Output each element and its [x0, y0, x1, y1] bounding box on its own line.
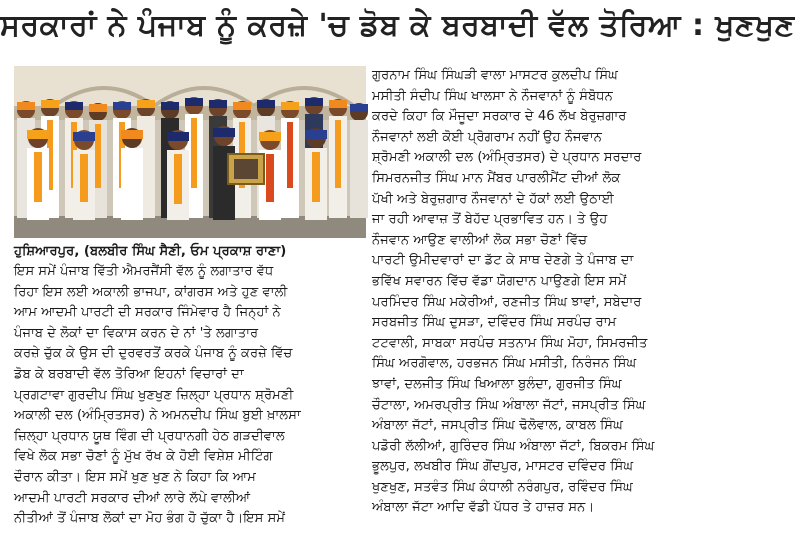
body-line: ਗੁਰਨਾਮ ਸਿੰਘ ਸਿੰਘੜੀ ਵਾਲਾ ਮਾਸਟਰ ਕੁਲਦੀਪ ਸਿੰਘ — [372, 68, 618, 83]
body-line: ਕਰਦੇ ਕਿਹਾ ਕਿ ਮੌਜੂਦਾ ਸਰਕਾਰ ਦੇ 46 ਲੱਖ ਬੇਰੁਜ਼ਗਾਰ — [372, 109, 627, 125]
body-line: ਨੀਤੀਆਂ ਤੋਂ ਪੰਜਾਬ ਲੋਕਾਂ ਦਾ ਮੋਹ ਭੰਗ ਹੋ ਚੁੱਕਾ ਹੈ।ਇਸ ਸਮੇਂ — [14, 511, 286, 527]
body-line: ਜ਼ਿਲ੍ਹਾ ਪ੍ਰਧਾਨ ਯੂਥ ਵਿੰਗ ਦੀ ਪ੍ਰਧਾਨਗੀ ਹੇਠ ਗੜਦੀਵਾਲ — [14, 428, 285, 444]
body-line: ਅੰਬਾਲਾ ਜੱਟਾਂ, ਜਸਪ੍ਰੀਤ ਸਿੰਘ ਢੋਲੋਵਾਲ, ਕਾਬਲ ਸਿੰਘ — [372, 418, 623, 434]
body-line: ਅੰਬਾਲਾ ਜੱਟਾ ਆਦਿ ਵੱਡੀ ਪੱਧਰ ਤੇ ਹਾਜ਼ਰ ਸਨ। — [372, 500, 595, 516]
body-line: ਵਿਖੇ ਲੋਕ ਸਭਾ ਚੋਣਾਂ ਨੂੰ ਮੁੱਖ ਰੱਖ ਕੇ ਹੋਈ ਵਿਸ਼ੇਸ਼ ਮੀਟਿੰਗ — [14, 449, 273, 465]
body-line: ਸ਼੍ਰੋਮਣੀ ਅਕਾਲੀ ਦਲ (ਅੰਮ੍ਰਿਤਸਰ) ਦੇ ਪ੍ਰਧਾਨ ਸਰਦਾਰ — [372, 150, 642, 166]
body-line: ਸਿੰਘ ਅਰਗੋਵਾਲ, ਹਰਭਜਨ ਸਿੰਘ ਮਸੀਤੀ, ਨਿਰੰਜਨ ਸਿੰਘ — [372, 356, 637, 372]
right-column — [372, 66, 672, 519]
body-line: ਪਰਮਿੰਦਰ ਸਿੰਘ ਮਕੇਰੀਆਂ, ਰਣਜੀਤ ਸਿੰਘ ਝਾਵਾਂ, ਸਬੇਦਾਰ — [372, 294, 642, 310]
body-line: ਇਸ ਸਮੇਂ ਪੰਜਾਬ ਵਿੱਤੀ ਐਮਰਜੈਂਸੀ ਵੱਲ ਨੂੰ ਲਗਾਤਾਰ ਵੱਧ — [14, 264, 274, 279]
body-line: ਖੁਣਖੁਣ, ਸਤਵੰਤ ਸਿੰਘ ਕੰਧਾਲੀ ਨਰੰਗਪੁਰ, ਰਵਿੰਦਰ ਸਿੰਘ — [372, 479, 633, 495]
body-line: ਡੋਬ ਕੇ ਬਰਬਾਦੀ ਵੱਲ ਤੋਰਿਆ ਇਹਨਾਂ ਵਿਚਾਰਾਂ ਦਾ — [14, 366, 244, 382]
body-line: ਅਕਾਲੀ ਦਲ (ਅੰਮ੍ਰਿਤਸਰ) ਨੇ ਅਮਨਦੀਪ ਸਿੰਘ ਬੁਈ ਖ਼ਾਲਸਾ — [14, 408, 301, 424]
byline-text: ਹੁਸ਼ਿਆਰਪੁਰ, (ਬਲਬੀਰ ਸਿੰਘ ਸੈਣੀ, ਓਮ ਪ੍ਰਕਾਸ਼ ਰਾਣਾ) — [14, 244, 287, 259]
body-line: ਕਰਜ਼ੇ ਚੁੱਕ ਕੇ ਉਸ ਦੀ ਦੁਰਵਰਤੋਂ ਕਰਕੇ ਪੰਜਾਬ ਨੂੰ ਕਰਜ਼ੇ ਵਿੱਚ — [14, 346, 293, 362]
group-photo — [14, 66, 366, 238]
body-line: ਪੰਜਾਬ ਦੇ ਲੋਕਾਂ ਦਾ ਵਿਕਾਸ ਕਰਨ ਦੇ ਨਾਂ 'ਤੇ ਲਗਾਤਾਰ — [14, 325, 259, 341]
body-line: ਆਮ ਆਦਮੀ ਪਾਰਟੀ ਦੀ ਸਰਕਾਰ ਜਿੰਮੇਵਾਰ ਹੈ ਜਿਨ੍ਹਾਂ ਨੇ — [14, 305, 281, 321]
body-line: ਨੌਜਵਾਨਾਂ ਲਈ ਕੋਈ ਪ੍ਰੋਗਰਾਮ ਨਹੀਂ ਉਹ ਨੌਜਵਾਨ — [372, 129, 602, 145]
body-line: ਚੌਟਾਲਾ, ਅਮਰਪ੍ਰੀਤ ਸਿੰਘ ਅੰਬਾਲਾ ਜੱਟਾਂ, ਜਸਪ੍ਰੀਤ ਸਿੰਘ — [372, 397, 646, 413]
left-column — [14, 262, 366, 530]
body-line: ਜਾ ਰਹੀ ਆਵਾਜ਼ ਤੋਂ ਬੇਹੱਦ ਪ੍ਰਭਾਵਿਤ ਹਨ। ਤੇ ਉਹ — [372, 212, 608, 228]
body-line: ਭੂਲਪੁਰ, ਲਖਬੀਰ ਸਿੰਘ ਗੋਂਦਪੁਰ, ਮਾਸਟਰ ਦਵਿੰਦਰ ਸਿੰਘ — [372, 459, 634, 475]
byline — [14, 242, 366, 263]
body-line: ਪਾਰਟੀ ਉਮੀਦਵਾਰਾਂ ਦਾ ਡੱਟ ਕੇ ਸਾਥ ਦੇਣਗੇ ਤੇ ਪੰਜਾਬ ਦਾ — [372, 253, 634, 269]
article-headline: ਸਰਕਾਰਾਂ ਨੇ ਪੰਜਾਬ ਨੂੰ ਕਰਜ਼ੇ 'ਚ ਡੋਬ ਕੇ ਬਰਬਾਦੀ ਵੱਲ ਤੋਰਿਆ : ਖੁਣਖੁਣ — [0, 8, 795, 43]
body-line: ਟਟਵਾਲੀ, ਸਾਬਕਾ ਸਰਪੰਚ ਸਤਨਾਮ ਸਿੰਘ ਮੋਹਾ, ਸਿਮਰਜੀਤ — [372, 335, 648, 351]
body-line: ਪ੍ਰਗਟਾਵਾ ਗੁਰਦੀਪ ਸਿੰਘ ਖੁਣਖੁਣ ਜ਼ਿਲ੍ਹਾ ਪ੍ਰਧਾਨ ਸ਼੍ਰੋਮਣੀ — [14, 387, 294, 403]
body-line: ਦੌਰਾਨ ਕੀਤਾ। ਇਸ ਸਮੇਂ ਖੁਣ ਖੁਣ ਨੇ ਕਿਹਾ ਕਿ ਆਮ — [14, 469, 256, 485]
body-line: ਸਿਮਰਨਜੀਤ ਸਿੰਘ ਮਾਨ ਮੈਂਬਰ ਪਾਰਲੀਮੈਂਟ ਦੀਆਂ ਲੋਕ — [372, 170, 621, 186]
body-line: ਪੱਖੀ ਅਤੇ ਬੇਰੁਜ਼ਗਾਰ ਨੌਜਵਾਨਾਂ ਦੇ ਹੱਕਾਂ ਲਈ ਉਠਾਈ — [372, 191, 614, 207]
body-line: ਸਰਬਜੀਤ ਸਿੰਘ ਦੁਸੜਾ, ਦਵਿੰਦਰ ਸਿੰਘ ਸਰਪੰਚ ਰਾਮ — [372, 315, 617, 331]
body-line: ਰਿਹਾ ਇਸ ਲਈ ਅਕਾਲੀ ਭਾਜਪਾ, ਕਾਂਗਰਸ ਅਤੇ ਹੁਣ ਵਾਲੀ — [14, 284, 288, 300]
body-line: ਪਡੋਰੀ ਲੱਲੀਆਂ, ਗੁਰਿੰਦਰ ਸਿੰਘ ਅੰਬਾਲਾ ਜੱਟਾਂ, ਬਿਕਰਮ ਸਿੰਘ — [372, 438, 655, 454]
body-line: ਮਸੀਤੀ ਸੰਦੀਪ ਸਿੰਘ ਖਾਲਸਾ ਨੇ ਨੌਜਵਾਨਾਂ ਨੂੰ ਸੰਬੋਧਨ — [372, 88, 613, 104]
body-line: ਭਵਿੱਖ ਸਵਾਰਨ ਵਿੱਚ ਵੱਡਾ ਯੋਗਦਾਨ ਪਾਉਣਗੇ ਇਸ ਸਮੇਂ — [372, 273, 627, 289]
body-line: ਨੌਜਵਾਨ ਆਉਣ ਵਾਲੀਆਂ ਲੋਕ ਸਭਾ ਚੋਣਾਂ ਵਿੱਚ — [372, 232, 588, 248]
body-line: ਆਦਮੀ ਪਾਰਟੀ ਸਰਕਾਰ ਦੀਆਂ ਲਾਰੇ ਲੱਪੇ ਵਾਲੀਆਂ — [14, 490, 251, 506]
body-line: ਝਾਵਾਂ, ਦਲਜੀਤ ਸਿੰਘ ਖਿਆਲਾ ਬੁਲੰਦਾ, ਗੁਰਜੀਤ ਸਿੰਘ — [372, 376, 622, 392]
